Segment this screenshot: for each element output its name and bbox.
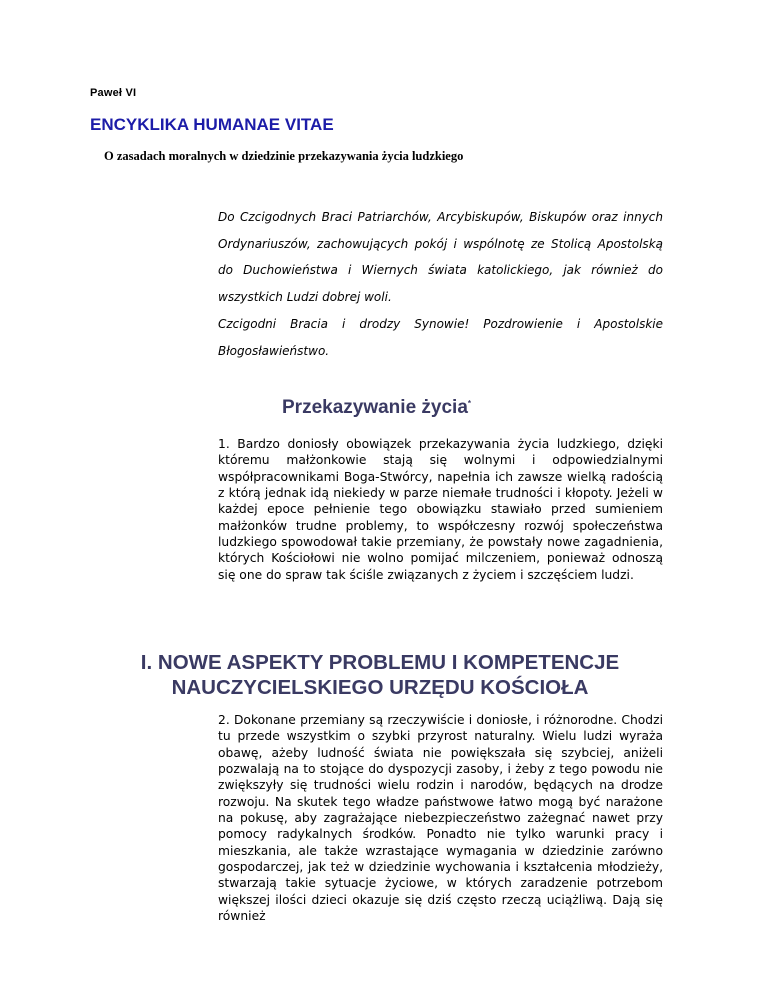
- address-paragraph: Do Czcigodnych Braci Patriarchów, Arcybiskupów, Biskupów oraz innych Ordynariuszów, zachowujących pokój i wspólnotę ze Stolicą Apostolską do Duchowieństwa i Wiernych świata katolickiego, jak również do wszystkich Ludzi dobrej woli.: [218, 210, 663, 304]
- document-subtitle: O zasadach moralnych w dziedzinie przekazywania życia ludzkiego: [104, 149, 464, 163]
- footnote-mark: *: [467, 399, 472, 408]
- paragraph-1: 1. Bardzo doniosły obowiązek przekazywania życia ludzkiego, dzięki któremu małżonkowie stają się wolnymi i odpowiedzialnymi współpracownikami Boga-Stwórcy, napełnia ich zawsze wielką radością z którą jednak idą niekiedy w parze niemałe trudności i kłopoty. Jeżeli w każdej epoce pełnienie tego obowiązku stawiało przed sumieniem małżonków trudne problemy, to współczesny rozwój społeczeństwa ludzkiego spowodował takie przemiany, że powstały nowe zagadnienia, których Kościołowi nie wolno pomijać milczeniem, ponieważ odnoszą się one do spraw tak ściśle związanych z życiem i szczęściem ludzi.: [218, 437, 663, 582]
- document-title: ENCYKLIKA HUMANAE VITAE: [90, 115, 334, 134]
- paragraph-2: 2. Dokonane przemiany są rzeczywiście i doniosłe, i różnorodne. Chodzi tu przede wszystkim o szybki przyrost naturalny. Wielu ludzi wyraża obawę, ażeby ludność świata nie powiększała się szybciej, aniżeli pozwalają na to stojące do dyspozycji zasoby, i żeby z tego powodu nie zwiększyły się trudności wielu rodzin i narodów, będących na drodze rozwoju. Na skutek tego władze państwowe łatwo mogą być narażone na pokusę, aby zagrażające niebezpieczeństwo zażegnać nawet przy pomocy radykalnych środków. Ponadto nie tylko warunki pracy i mieszkania, ale także wzrastające wymagania w dziedzinie zarówno gospodarczej, jak też w dziedzinie wychowania i kształcenia młodzieży, stwarzają takie sytuacje życiowe, w których zaradzenie potrzebom większej ilości dzieci okazuje się dziś często rzeczą uciążliwą. Dają się również: [218, 713, 663, 924]
- greeting-paragraph: Czcigodni Bracia i drodzy Synowie! Pozdrowienie i Apostolskie Błogosławieństwo.: [218, 317, 663, 358]
- section-heading: [282, 397, 471, 419]
- section-heading-text: Przekazywanie życia: [282, 397, 468, 418]
- chapter-heading: [80, 650, 680, 700]
- author-name: Paweł VI: [90, 87, 137, 99]
- chapter-heading-line-2: NAUCZYCIELSKIEGO URZĘDU KOŚCIOŁA: [171, 676, 589, 699]
- chapter-heading-line-1: I. NOWE ASPEKTY PROBLEMU I KOMPETENCJE: [140, 651, 620, 674]
